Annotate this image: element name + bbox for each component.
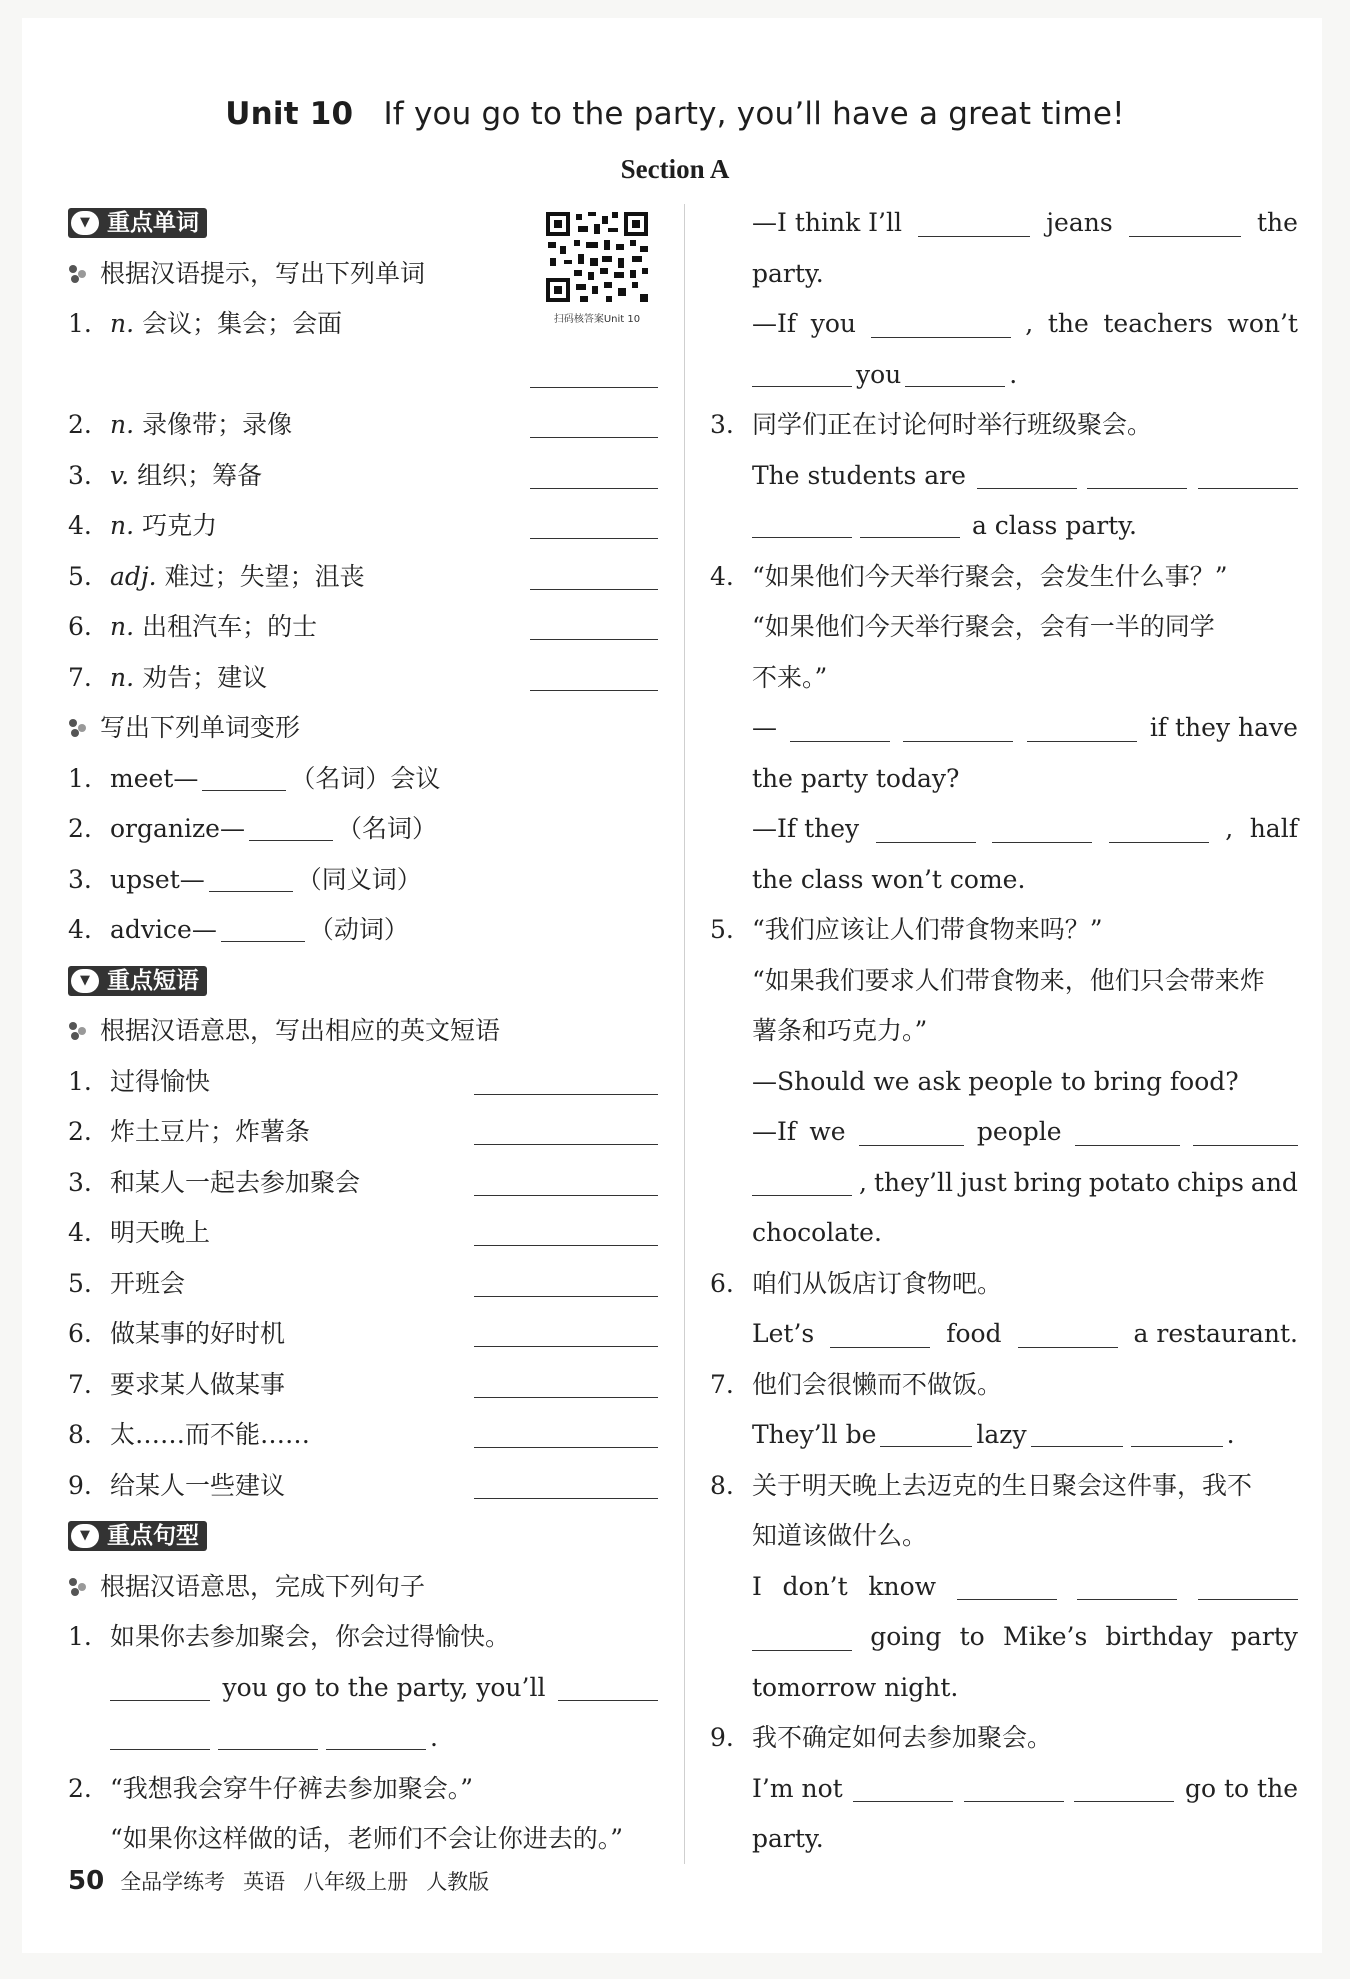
- sentence-7-cn: [710, 1360, 1298, 1411]
- item-number: 3.: [68, 460, 92, 490]
- form-item: [68, 754, 658, 805]
- item-number: 5.: [710, 915, 734, 944]
- answer-blank[interactable]: [790, 715, 890, 742]
- answer-blank[interactable]: [876, 816, 976, 843]
- answer-blank[interactable]: [530, 437, 658, 438]
- section-badge-label: 重点短语: [107, 967, 199, 994]
- section-title: Section A: [620, 154, 730, 184]
- left-column: [68, 198, 658, 1865]
- chinese-hint: 出租汽车；的士: [142, 612, 318, 641]
- item-number: 7.: [68, 662, 92, 692]
- sentence-9-en: [710, 1764, 1298, 1815]
- chinese-hint: 和某人一起去参加聚会: [110, 1167, 361, 1197]
- sentence-text: just: [960, 1167, 1007, 1197]
- sentence-text: you go to the party, you’ll: [222, 1672, 546, 1702]
- phrase-item: [68, 1158, 658, 1209]
- answer-blank[interactable]: [752, 360, 852, 387]
- page-number: 50: [68, 1866, 105, 1896]
- answer-blank[interactable]: [1193, 1119, 1298, 1146]
- answer-blank[interactable]: [860, 511, 960, 538]
- sentence-text: bring: [1013, 1167, 1082, 1197]
- phrase-item: [68, 1107, 658, 1158]
- chinese-sentence: 关于明天晚上去迈克的生日聚会这件事，我不: [752, 1470, 1253, 1500]
- sentence-1-cn: [68, 1612, 658, 1663]
- chevron-down-icon: ▼: [71, 969, 99, 993]
- answer-blank[interactable]: [209, 865, 293, 892]
- answer-blank[interactable]: [326, 1723, 426, 1750]
- answer-blank[interactable]: [530, 538, 658, 539]
- answer-blank[interactable]: [474, 1447, 658, 1448]
- sentence-text: the: [1257, 208, 1298, 237]
- answer-blank[interactable]: [474, 1296, 658, 1297]
- item-number: 6.: [68, 1319, 92, 1348]
- answer-blank[interactable]: [202, 764, 286, 791]
- sentence-text: a class party.: [971, 511, 1137, 540]
- sentence-text: know: [868, 1571, 937, 1601]
- instruction-text: 根据汉语提示，写出下列单词: [100, 258, 426, 288]
- sentence-5-en-2: [710, 1107, 1298, 1158]
- right-column: [710, 198, 1298, 1865]
- sentence-2-en-3: —If you , the teachers won’t: [710, 299, 1298, 350]
- instruction-sentences: [68, 1562, 658, 1613]
- item-number: 1.: [68, 309, 92, 338]
- answer-blank[interactable]: [218, 1723, 318, 1750]
- sentence-1-en-cont: .: [68, 1713, 658, 1764]
- item-number: 7.: [710, 1369, 734, 1399]
- form-item: [68, 905, 658, 956]
- chinese-hint: 给某人一些建议: [110, 1470, 286, 1500]
- word-item: [68, 653, 658, 704]
- sentence-text: —I think I’ll: [752, 208, 902, 237]
- chinese-hint: 难过；失望；沮丧: [164, 561, 365, 591]
- form-note: （名词）会议: [290, 763, 441, 793]
- answer-blank[interactable]: [752, 511, 852, 538]
- sentences-section-header: [68, 1511, 658, 1562]
- instruction-phrases: [68, 1006, 658, 1057]
- answer-blank[interactable]: [530, 387, 658, 388]
- sentence-text: tomorrow night.: [752, 1672, 959, 1702]
- form-note: （动词）: [308, 915, 409, 944]
- chinese-sentence: 同学们正在讨论何时举行班级聚会。: [752, 410, 1153, 439]
- answer-blank[interactable]: [964, 1775, 1064, 1802]
- item-number: 2.: [68, 1773, 92, 1803]
- word-item: [68, 400, 658, 451]
- answer-blank[interactable]: [1031, 1420, 1123, 1447]
- column-divider: [684, 204, 685, 1864]
- base-word: organize—: [110, 814, 245, 843]
- sentence-3-cn: [710, 400, 1298, 451]
- instruction-text: 写出下列单词变形: [100, 713, 301, 742]
- unit-title-text: If you go to the party, you’ll have a great time!: [383, 96, 1125, 132]
- sentence-text: chips: [1176, 1167, 1244, 1197]
- answer-blank[interactable]: [110, 1674, 210, 1701]
- sentence-text: chocolate.: [752, 1218, 882, 1247]
- chinese-sentence: 我不确定如何去参加聚会。: [752, 1723, 1053, 1752]
- answer-blank[interactable]: [977, 462, 1077, 489]
- sentence-2-en-4: you .: [710, 350, 1298, 401]
- sentence-4-cn-2: [710, 602, 1298, 653]
- words-section-header: [68, 198, 658, 249]
- sentence-8-en-2: [710, 1612, 1298, 1663]
- item-number: 5.: [68, 561, 92, 591]
- answer-blank[interactable]: [1087, 462, 1187, 489]
- sentence-5-cn-2: [710, 956, 1298, 1007]
- item-number: 8.: [68, 1420, 92, 1449]
- section-badge-label: 重点单词: [107, 210, 199, 236]
- page-footer: [68, 1866, 507, 1896]
- sentence-text: —If they: [752, 814, 860, 843]
- chevron-down-icon: ▼: [71, 211, 99, 235]
- part-of-speech: n.: [110, 309, 135, 338]
- sentence-text: to: [959, 1622, 985, 1651]
- chinese-sentence: “如果你这样做的话，老师们不会让你进去的。”: [110, 1824, 624, 1853]
- sentence-9-en-2: [710, 1814, 1298, 1865]
- phrase-item: [68, 1309, 658, 1360]
- sentence-text: going: [870, 1622, 942, 1651]
- sentence-text: —Should we ask people to bring food?: [752, 1066, 1239, 1096]
- sentence-5-en-4: [710, 1208, 1298, 1259]
- sentence-text: jeans: [1046, 208, 1113, 237]
- answer-blank[interactable]: [530, 690, 658, 691]
- answer-blank[interactable]: [474, 1245, 658, 1246]
- item-number: 9.: [710, 1723, 734, 1752]
- sentence-text: the party today?: [752, 763, 960, 793]
- sentence-text: lazy: [976, 1420, 1027, 1449]
- sentence-4-en-3: —If they , half: [710, 804, 1298, 855]
- book-subject: 英语: [243, 1870, 286, 1894]
- bullet-dots-icon: [68, 717, 90, 739]
- sentence-3-en-2: [710, 501, 1298, 552]
- base-word: meet—: [110, 763, 199, 793]
- bullet-dots-icon: [68, 263, 90, 285]
- chinese-sentence: 他们会很懒而不做饭。: [752, 1369, 1003, 1399]
- sentence-7-en: They’ll be lazy .: [752, 1420, 1235, 1449]
- item-number: 4.: [68, 1218, 92, 1247]
- item-number: 4.: [68, 511, 92, 540]
- sentence-5-cn-3: [710, 1006, 1298, 1057]
- item-number: 1.: [68, 763, 92, 793]
- answer-blank[interactable]: [474, 1346, 658, 1347]
- sentence-text: you: [856, 359, 902, 389]
- chinese-sentence: “如果我们要求人们带食物来，他们只会带来炸: [752, 965, 1265, 995]
- sentence-4-cn: [710, 552, 1298, 603]
- sentence-text: the class won’t come.: [752, 864, 1026, 894]
- item-number: 4.: [68, 915, 92, 944]
- sentence-text: party.: [752, 1824, 824, 1853]
- chinese-hint: 会议；集会；会面: [142, 309, 343, 338]
- sentence-2-cn: [68, 1764, 658, 1815]
- sentence-4-en-2: [710, 754, 1298, 805]
- item-number: 1.: [68, 1066, 92, 1096]
- sentence-1-en: [68, 1663, 658, 1714]
- chevron-down-icon: ▼: [71, 1524, 99, 1548]
- sentence-text: party.: [752, 258, 824, 288]
- part-of-speech: n.: [110, 511, 135, 540]
- answer-blank[interactable]: [474, 1144, 658, 1145]
- part-of-speech: n.: [110, 410, 135, 439]
- sentence-text: —If: [752, 1117, 797, 1146]
- answer-blank[interactable]: [853, 1775, 953, 1802]
- phrase-item: [68, 1360, 658, 1411]
- answer-blank[interactable]: [752, 1169, 852, 1196]
- word-item: [68, 552, 658, 603]
- unit-title: [0, 96, 1350, 132]
- answer-blank[interactable]: [474, 1397, 658, 1398]
- part-of-speech: n.: [110, 662, 135, 692]
- sentence-text: go to the: [1185, 1773, 1298, 1803]
- phrase-item: [68, 1208, 658, 1259]
- sentence-text: don’t: [782, 1571, 848, 1601]
- sentence-8-cn: [710, 1461, 1298, 1512]
- sentence-text: Let’s: [752, 1319, 815, 1348]
- sentence-text: they’ll: [873, 1167, 953, 1197]
- part-of-speech: v.: [110, 460, 130, 490]
- sentence-text: I’m not: [752, 1773, 843, 1803]
- sentence-text: half: [1249, 814, 1298, 843]
- sentence-text: party: [1230, 1622, 1298, 1651]
- chinese-sentence: 咱们从饭店订食物吧。: [752, 1268, 1003, 1298]
- form-item: [68, 804, 658, 855]
- answer-blank[interactable]: [903, 715, 1013, 742]
- base-word: advice—: [110, 915, 217, 944]
- sentence-text: food: [946, 1319, 1002, 1348]
- chinese-hint: 录像带；录像: [142, 410, 293, 439]
- phrase-item: [68, 1057, 658, 1108]
- sentence-4-en-1: — if they have: [710, 703, 1298, 754]
- answer-blank[interactable]: [1131, 1420, 1223, 1447]
- answer-blank[interactable]: [880, 1420, 972, 1447]
- sentence-text: won’t: [1227, 309, 1298, 338]
- sentence-8-en-1: [710, 1562, 1298, 1613]
- sentence-2-en-2: [710, 249, 1298, 300]
- section-badge: [68, 208, 207, 238]
- chinese-hint: 巧克力: [142, 511, 218, 540]
- book-edition: 人教版: [426, 1870, 490, 1894]
- item-number: 5.: [68, 1268, 92, 1298]
- sentence-text: and: [1250, 1167, 1298, 1197]
- form-note: （同义词）: [296, 864, 422, 894]
- answer-blank[interactable]: [1077, 1573, 1177, 1600]
- chinese-hint: 太……而不能……: [110, 1420, 311, 1449]
- answer-blank[interactable]: [530, 589, 658, 590]
- item-number: 3.: [710, 410, 734, 439]
- phrase-item: [68, 1410, 658, 1461]
- answer-blank[interactable]: [530, 488, 658, 489]
- book-brand: 全品学练考: [120, 1870, 226, 1894]
- word-item: [68, 299, 658, 400]
- phrase-item: [68, 1461, 658, 1512]
- answer-blank[interactable]: [905, 360, 1005, 387]
- answer-blank[interactable]: [221, 915, 305, 942]
- answer-blank[interactable]: [249, 814, 333, 841]
- item-number: 2.: [68, 1117, 92, 1146]
- item-number: 9.: [68, 1470, 92, 1500]
- phrase-item: [68, 1259, 658, 1310]
- sentence-3-en-1: [710, 451, 1298, 502]
- answer-blank[interactable]: [1018, 1321, 1118, 1348]
- sentence-2-en-1: [710, 198, 1298, 249]
- sentence-8-en-3: [710, 1663, 1298, 1714]
- sentence-text: Mike’s: [1002, 1622, 1088, 1651]
- chinese-hint: 要求某人做某事: [110, 1369, 286, 1399]
- sentence-text: teachers: [1103, 309, 1213, 338]
- item-number: 6.: [68, 612, 92, 641]
- chinese-hint: 炸土豆片；炸薯条: [110, 1117, 311, 1146]
- sentence-text: The students are: [752, 460, 966, 490]
- chinese-sentence: “我想我会穿牛仔裤去参加聚会。”: [110, 1773, 474, 1803]
- answer-blank[interactable]: [558, 1674, 658, 1701]
- book-grade: 八年级上册: [303, 1870, 409, 1894]
- answer-blank[interactable]: [1109, 816, 1209, 843]
- qr-caption: 扫码核答案Unit 10: [553, 314, 641, 325]
- item-number: 1.: [68, 1622, 92, 1651]
- chinese-sentence: 如果你去参加聚会，你会过得愉快。: [110, 1622, 511, 1651]
- chinese-sentence: “如果他们今天举行聚会，会有一半的同学: [752, 612, 1215, 641]
- item-number: 2.: [68, 410, 92, 439]
- sentence-text: birthday: [1105, 1622, 1213, 1651]
- instruction-text: 根据汉语意思，完成下列句子: [100, 1571, 426, 1601]
- base-word: upset—: [110, 864, 205, 894]
- answer-blank[interactable]: [859, 1119, 964, 1146]
- answer-blank[interactable]: [474, 1094, 658, 1095]
- sentence-8-cn-2: [710, 1511, 1298, 1562]
- answer-blank[interactable]: [1075, 1119, 1180, 1146]
- chinese-hint: 组织；筹备: [137, 460, 263, 490]
- bullet-dots-icon: [68, 1020, 90, 1042]
- word-item: [68, 451, 658, 502]
- sentence-text: They’ll be: [752, 1420, 877, 1449]
- section-badge: [68, 1521, 207, 1551]
- chinese-hint: 开班会: [110, 1268, 186, 1298]
- sentence-5-cn: [710, 905, 1298, 956]
- answer-blank[interactable]: [918, 210, 1030, 237]
- sentence-6-cn: [710, 1259, 1298, 1310]
- sentence-text: I: [752, 1571, 762, 1601]
- form-item: [68, 855, 658, 906]
- chinese-sentence: 不来。”: [752, 662, 828, 692]
- word-item: [68, 501, 658, 552]
- sentence-text: you: [810, 309, 857, 338]
- chinese-hint: 劝告；建议: [142, 662, 268, 692]
- word-item: [68, 602, 658, 653]
- phrases-section-header: [68, 956, 658, 1007]
- sentence-text: the: [1047, 309, 1089, 338]
- chinese-hint: 过得愉快: [110, 1066, 211, 1096]
- sentence-4-en-4: [710, 855, 1298, 906]
- form-note: （名词）: [336, 814, 437, 843]
- chinese-sentence: “我们应该让人们带食物来吗？”: [752, 915, 1103, 944]
- item-number: 3.: [68, 1167, 92, 1197]
- chinese-sentence: 薯条和巧克力。”: [752, 1016, 928, 1045]
- sentence-text: a restaurant.: [1133, 1319, 1298, 1348]
- instruction-text: 根据汉语意思，写出相应的英文短语: [100, 1016, 501, 1045]
- answer-blank[interactable]: [1129, 210, 1241, 237]
- sentence-9-cn: [710, 1713, 1298, 1764]
- chinese-hint: 明天晚上: [110, 1218, 211, 1247]
- answer-blank[interactable]: [530, 639, 658, 640]
- chinese-hint: 做某事的好时机: [110, 1319, 286, 1348]
- sentence-text: if they have: [1149, 713, 1298, 742]
- answer-blank[interactable]: [752, 1624, 852, 1651]
- instruction-words-b: [68, 703, 658, 754]
- answer-blank[interactable]: [1198, 462, 1298, 489]
- section-badge: [68, 966, 207, 996]
- part-of-speech: adj.: [110, 561, 157, 591]
- item-number: 6.: [710, 1268, 734, 1298]
- chinese-sentence: 知道该做什么。: [752, 1521, 928, 1550]
- sentence-text: potato: [1088, 1167, 1170, 1197]
- answer-blank[interactable]: [1198, 1573, 1298, 1600]
- item-number: 7.: [68, 1369, 92, 1399]
- answer-blank[interactable]: [474, 1195, 658, 1196]
- sentence-text: —If: [752, 309, 797, 338]
- item-number: 3.: [68, 864, 92, 894]
- sentence-5-en-3: , they’ll just bring potato chips and: [710, 1158, 1298, 1209]
- chinese-sentence: “如果他们今天举行聚会，会发生什么事？”: [752, 561, 1228, 591]
- answer-blank[interactable]: [830, 1321, 930, 1348]
- answer-blank[interactable]: [957, 1573, 1057, 1600]
- sentence-6-en: [710, 1309, 1298, 1360]
- sentence-5-en-1: [710, 1057, 1298, 1108]
- sentence-text: we: [809, 1117, 846, 1146]
- answer-blank[interactable]: [110, 1723, 210, 1750]
- answer-blank[interactable]: [1027, 715, 1137, 742]
- sentence-4-cn-3: [710, 653, 1298, 704]
- item-number: 8.: [710, 1470, 734, 1500]
- part-of-speech: n.: [110, 612, 135, 641]
- answer-blank[interactable]: [1074, 1775, 1174, 1802]
- section-badge-label: 重点句型: [107, 1523, 199, 1549]
- answer-blank[interactable]: [871, 311, 1011, 338]
- sentence-text: people: [976, 1117, 1062, 1146]
- answer-blank[interactable]: [474, 1498, 658, 1499]
- instruction-words-a: [68, 249, 658, 300]
- item-number: 4.: [710, 561, 734, 591]
- answer-blank[interactable]: [992, 816, 1092, 843]
- sentence-2-cn-2: [68, 1814, 658, 1865]
- bullet-dots-icon: [68, 1576, 90, 1598]
- unit-number: Unit 10: [225, 96, 354, 132]
- item-number: 2.: [68, 814, 92, 843]
